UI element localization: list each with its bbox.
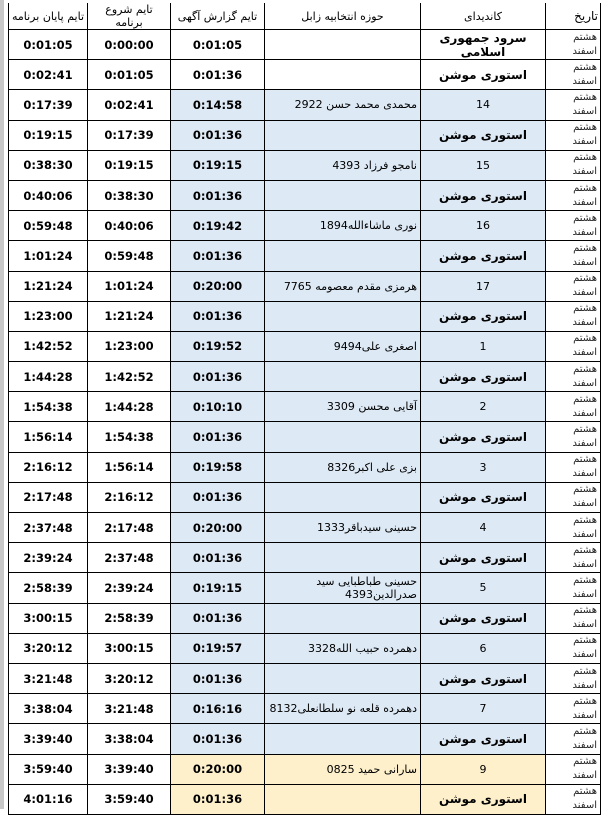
start-time-cell: 0:02:41	[88, 90, 171, 120]
table-row	[9, 362, 601, 392]
start-time-cell: 1:54:38	[88, 422, 171, 452]
candidate-cell: 16	[421, 211, 546, 241]
start-time-cell: 1:21:24	[88, 301, 171, 331]
district-cell	[265, 603, 421, 633]
ad-time-cell: 0:20:00	[171, 754, 265, 784]
start-time-cell: 2:58:39	[88, 603, 171, 633]
table-row	[9, 633, 601, 663]
table-row	[9, 271, 601, 301]
end-time-cell: 3:20:12	[9, 633, 88, 663]
end-time-cell: 4:01:16	[9, 784, 88, 814]
date-cell	[546, 331, 601, 361]
end-time-cell: 2:16:12	[9, 452, 88, 482]
start-time-cell: 0:19:15	[88, 150, 171, 180]
candidate-cell: استوری موشن	[421, 663, 546, 693]
table-row	[9, 30, 601, 60]
date-month: اسفند	[572, 498, 597, 510]
date-day: هشتم	[573, 152, 597, 164]
start-time-cell: 1:01:24	[88, 271, 171, 301]
end-time-cell: 0:02:41	[9, 60, 88, 90]
district-cell: دهمرده حبیب الله3328	[265, 633, 421, 663]
ad-time-cell: 0:01:36	[171, 241, 265, 271]
ad-time-cell: 0:01:36	[171, 482, 265, 512]
ad-time-cell: 0:01:36	[171, 724, 265, 754]
start-time-cell: 3:59:40	[88, 784, 171, 814]
date-cell	[546, 663, 601, 693]
district-cell	[265, 60, 421, 90]
date-cell	[546, 513, 601, 543]
table-row	[9, 301, 601, 331]
end-time-cell: 3:39:40	[9, 724, 88, 754]
date-day: هشتم	[573, 424, 597, 436]
date-cell	[546, 543, 601, 573]
district-cell	[265, 422, 421, 452]
date-cell	[546, 603, 601, 633]
end-time-cell: 1:44:28	[9, 362, 88, 392]
date-day: هشتم	[573, 91, 597, 103]
ad-time-cell: 0:19:52	[171, 331, 265, 361]
start-time-cell: 2:17:48	[88, 513, 171, 543]
date-month: اسفند	[572, 45, 597, 57]
district-cell: سارانی حمید 0825	[265, 754, 421, 784]
end-time-cell: 0:19:15	[9, 120, 88, 150]
candidate-cell: استوری موشن	[421, 543, 546, 573]
date-month: اسفند	[572, 619, 597, 631]
ad-time-cell: 0:01:36	[171, 603, 265, 633]
left-edge-strip	[0, 0, 4, 809]
date-day: هشتم	[573, 273, 597, 285]
end-time-cell: 1:54:38	[9, 392, 88, 422]
ad-time-cell: 0:01:36	[171, 301, 265, 331]
table-row	[9, 543, 601, 573]
candidate-cell: 3	[421, 452, 546, 482]
date-day: هشتم	[573, 303, 597, 315]
date-cell	[546, 150, 601, 180]
table-row	[9, 241, 601, 271]
district-cell	[265, 301, 421, 331]
table-row	[9, 482, 601, 512]
date-month: اسفند	[572, 75, 597, 87]
date-cell	[546, 211, 601, 241]
end-time-cell: 1:42:52	[9, 331, 88, 361]
date-day: هشتم	[573, 212, 597, 224]
ad-time-cell: 0:16:16	[171, 694, 265, 724]
candidate-cell: 9	[421, 754, 546, 784]
table-row	[9, 120, 601, 150]
district-cell: نامجو فرزاد 4393	[265, 150, 421, 180]
date-cell	[546, 30, 601, 60]
date-month: اسفند	[572, 438, 597, 450]
candidate-cell: 2	[421, 392, 546, 422]
date-month: اسفند	[572, 739, 597, 751]
date-day: هشتم	[573, 333, 597, 345]
start-time-cell: 2:37:48	[88, 543, 171, 573]
header-candidate: کاندیدای	[421, 3, 546, 30]
candidate-cell: استوری موشن	[421, 422, 546, 452]
end-time-cell: 2:17:48	[9, 482, 88, 512]
date-cell	[546, 90, 601, 120]
date-cell	[546, 60, 601, 90]
start-time-cell: 0:59:48	[88, 241, 171, 271]
date-month: اسفند	[572, 407, 597, 419]
date-day: هشتم	[573, 393, 597, 405]
start-time-cell: 1:44:28	[88, 392, 171, 422]
date-day: هشتم	[573, 574, 597, 586]
date-day: هشتم	[573, 454, 597, 466]
date-month: اسفند	[572, 347, 597, 359]
ad-time-cell: 0:01:36	[171, 180, 265, 210]
district-cell	[265, 120, 421, 150]
table-row	[9, 784, 601, 814]
table-row	[9, 331, 601, 361]
table-row	[9, 180, 601, 210]
end-time-cell: 0:17:39	[9, 90, 88, 120]
date-day: هشتم	[573, 635, 597, 647]
district-cell: بزی علی اکبر8326	[265, 452, 421, 482]
district-cell	[265, 241, 421, 271]
table-row	[9, 60, 601, 90]
date-day: هشتم	[573, 786, 597, 798]
candidate-cell: 5	[421, 573, 546, 603]
start-time-cell: 0:17:39	[88, 120, 171, 150]
table-row	[9, 392, 601, 422]
start-time-cell: 0:38:30	[88, 180, 171, 210]
date-month: اسفند	[572, 287, 597, 299]
district-cell	[265, 362, 421, 392]
date-month: اسفند	[572, 800, 597, 812]
end-time-cell: 1:21:24	[9, 271, 88, 301]
ad-time-cell: 0:01:36	[171, 362, 265, 392]
start-time-cell: 3:38:04	[88, 724, 171, 754]
schedule-table	[8, 3, 601, 815]
date-month: اسفند	[572, 588, 597, 600]
date-month: اسفند	[572, 196, 597, 208]
start-time-cell: 3:00:15	[88, 633, 171, 663]
table-row	[9, 211, 601, 241]
district-cell: حسینی طباطبایی سید صدرالدین4393	[265, 573, 421, 603]
start-time-cell: 3:20:12	[88, 663, 171, 693]
date-day: هشتم	[573, 484, 597, 496]
start-time-cell: 0:01:05	[88, 60, 171, 90]
ad-time-cell: 0:19:42	[171, 211, 265, 241]
candidate-cell: 1	[421, 331, 546, 361]
candidate-cell: استوری موشن	[421, 482, 546, 512]
date-day: هشتم	[573, 695, 597, 707]
start-time-cell: 3:39:40	[88, 754, 171, 784]
start-time-cell: 0:40:06	[88, 211, 171, 241]
end-time-cell: 3:59:40	[9, 754, 88, 784]
ad-time-cell: 0:19:15	[171, 573, 265, 603]
date-day: هشتم	[573, 182, 597, 194]
district-cell	[265, 784, 421, 814]
end-time-cell: 3:21:48	[9, 663, 88, 693]
candidate-cell: استوری موشن	[421, 784, 546, 814]
date-cell	[546, 573, 601, 603]
end-time-cell: 0:59:48	[9, 211, 88, 241]
candidate-cell: استوری موشن	[421, 603, 546, 633]
end-time-cell: 1:01:24	[9, 241, 88, 271]
ad-time-cell: 0:10:10	[171, 392, 265, 422]
date-cell	[546, 724, 601, 754]
end-time-cell: 1:56:14	[9, 422, 88, 452]
district-cell: آقایی محسن 3309	[265, 392, 421, 422]
ad-time-cell: 0:01:36	[171, 784, 265, 814]
end-time-cell: 1:23:00	[9, 301, 88, 331]
date-cell	[546, 784, 601, 814]
table-row	[9, 754, 601, 784]
district-cell: دهمرده قلعه نو سلطانعلی8132	[265, 694, 421, 724]
date-month: اسفند	[572, 468, 597, 480]
end-time-cell: 2:37:48	[9, 513, 88, 543]
start-time-cell: 1:56:14	[88, 452, 171, 482]
district-cell: اصغری علی9494	[265, 331, 421, 361]
district-cell	[265, 663, 421, 693]
date-month: اسفند	[572, 649, 597, 661]
table-row	[9, 422, 601, 452]
candidate-cell: استوری موشن	[421, 60, 546, 90]
candidate-cell: استوری موشن	[421, 241, 546, 271]
date-day: هشتم	[573, 544, 597, 556]
candidate-cell: سرود جمهوری اسلامی	[421, 30, 546, 60]
date-month: اسفند	[572, 709, 597, 721]
ad-time-cell: 0:01:36	[171, 663, 265, 693]
table-row	[9, 150, 601, 180]
date-month: اسفند	[572, 317, 597, 329]
table-row	[9, 603, 601, 633]
table-row	[9, 663, 601, 693]
date-cell	[546, 422, 601, 452]
header-end-time: تایم پایان برنامه	[9, 3, 88, 30]
header-row	[9, 3, 601, 30]
candidate-cell: 4	[421, 513, 546, 543]
date-month: اسفند	[572, 528, 597, 540]
table-row	[9, 452, 601, 482]
table-row	[9, 573, 601, 603]
end-time-cell: 2:39:24	[9, 543, 88, 573]
district-cell: هرمزی مقدم معصومه 7765	[265, 271, 421, 301]
date-month: اسفند	[572, 558, 597, 570]
date-day: هشتم	[573, 363, 597, 375]
district-cell: نوری ماشاءالله1894	[265, 211, 421, 241]
start-time-cell: 1:42:52	[88, 362, 171, 392]
date-month: اسفند	[572, 136, 597, 148]
candidate-cell: استوری موشن	[421, 724, 546, 754]
date-day: هشتم	[573, 756, 597, 768]
ad-time-cell: 0:01:05	[171, 30, 265, 60]
date-day: هشتم	[573, 514, 597, 526]
date-cell	[546, 301, 601, 331]
start-time-cell: 2:39:24	[88, 573, 171, 603]
ad-time-cell: 0:01:36	[171, 543, 265, 573]
date-month: اسفند	[572, 166, 597, 178]
date-day: هشتم	[573, 31, 597, 43]
date-cell	[546, 120, 601, 150]
date-cell	[546, 180, 601, 210]
ad-time-cell: 0:20:00	[171, 513, 265, 543]
date-day: هشتم	[573, 665, 597, 677]
date-day: هشتم	[573, 242, 597, 254]
date-month: اسفند	[572, 105, 597, 117]
candidate-cell: 15	[421, 150, 546, 180]
district-cell: محمدی محمد حسن 2922	[265, 90, 421, 120]
date-month: اسفند	[572, 679, 597, 691]
candidate-cell: استوری موشن	[421, 120, 546, 150]
date-cell	[546, 694, 601, 724]
candidate-cell: استوری موشن	[421, 180, 546, 210]
header-district: حوزه انتخابیه زابل	[265, 3, 421, 30]
ad-time-cell: 0:19:15	[171, 150, 265, 180]
district-cell	[265, 180, 421, 210]
district-cell	[265, 482, 421, 512]
header-ad-time: تایم گزارش آگهی	[171, 3, 265, 30]
date-day: هشتم	[573, 605, 597, 617]
header-date: تاریخ	[546, 3, 601, 30]
date-cell	[546, 392, 601, 422]
date-cell	[546, 271, 601, 301]
start-time-cell: 1:23:00	[88, 331, 171, 361]
start-time-cell: 0:00:00	[88, 30, 171, 60]
table-row	[9, 724, 601, 754]
date-day: هشتم	[573, 725, 597, 737]
date-cell	[546, 633, 601, 663]
date-cell	[546, 754, 601, 784]
table-row	[9, 694, 601, 724]
start-time-cell: 2:16:12	[88, 482, 171, 512]
end-time-cell: 0:01:05	[9, 30, 88, 60]
end-time-cell: 2:58:39	[9, 573, 88, 603]
district-cell: حسینی سیدباقر1333	[265, 513, 421, 543]
date-cell	[546, 452, 601, 482]
date-day: هشتم	[573, 61, 597, 73]
district-cell	[265, 543, 421, 573]
candidate-cell: 14	[421, 90, 546, 120]
date-cell	[546, 482, 601, 512]
ad-time-cell: 0:01:36	[171, 120, 265, 150]
end-time-cell: 0:38:30	[9, 150, 88, 180]
ad-time-cell: 0:01:36	[171, 422, 265, 452]
end-time-cell: 3:00:15	[9, 603, 88, 633]
candidate-cell: استوری موشن	[421, 301, 546, 331]
end-time-cell: 0:40:06	[9, 180, 88, 210]
ad-time-cell: 0:01:36	[171, 60, 265, 90]
ad-time-cell: 0:14:58	[171, 90, 265, 120]
ad-time-cell: 0:19:57	[171, 633, 265, 663]
date-month: اسفند	[572, 377, 597, 389]
ad-time-cell: 0:19:58	[171, 452, 265, 482]
candidate-cell: 17	[421, 271, 546, 301]
start-time-cell: 3:21:48	[88, 694, 171, 724]
date-month: اسفند	[572, 256, 597, 268]
candidate-cell: استوری موشن	[421, 362, 546, 392]
ad-time-cell: 0:20:00	[171, 271, 265, 301]
table-row	[9, 513, 601, 543]
district-cell	[265, 724, 421, 754]
date-month: اسفند	[572, 770, 597, 782]
date-day: هشتم	[573, 122, 597, 134]
date-month: اسفند	[572, 226, 597, 238]
candidate-cell: 7	[421, 694, 546, 724]
district-cell	[265, 30, 421, 60]
date-cell	[546, 362, 601, 392]
end-time-cell: 3:38:04	[9, 694, 88, 724]
table-row	[9, 90, 601, 120]
header-start-time: تایم شروع برنامه	[88, 3, 171, 30]
candidate-cell: 6	[421, 633, 546, 663]
date-cell	[546, 241, 601, 271]
